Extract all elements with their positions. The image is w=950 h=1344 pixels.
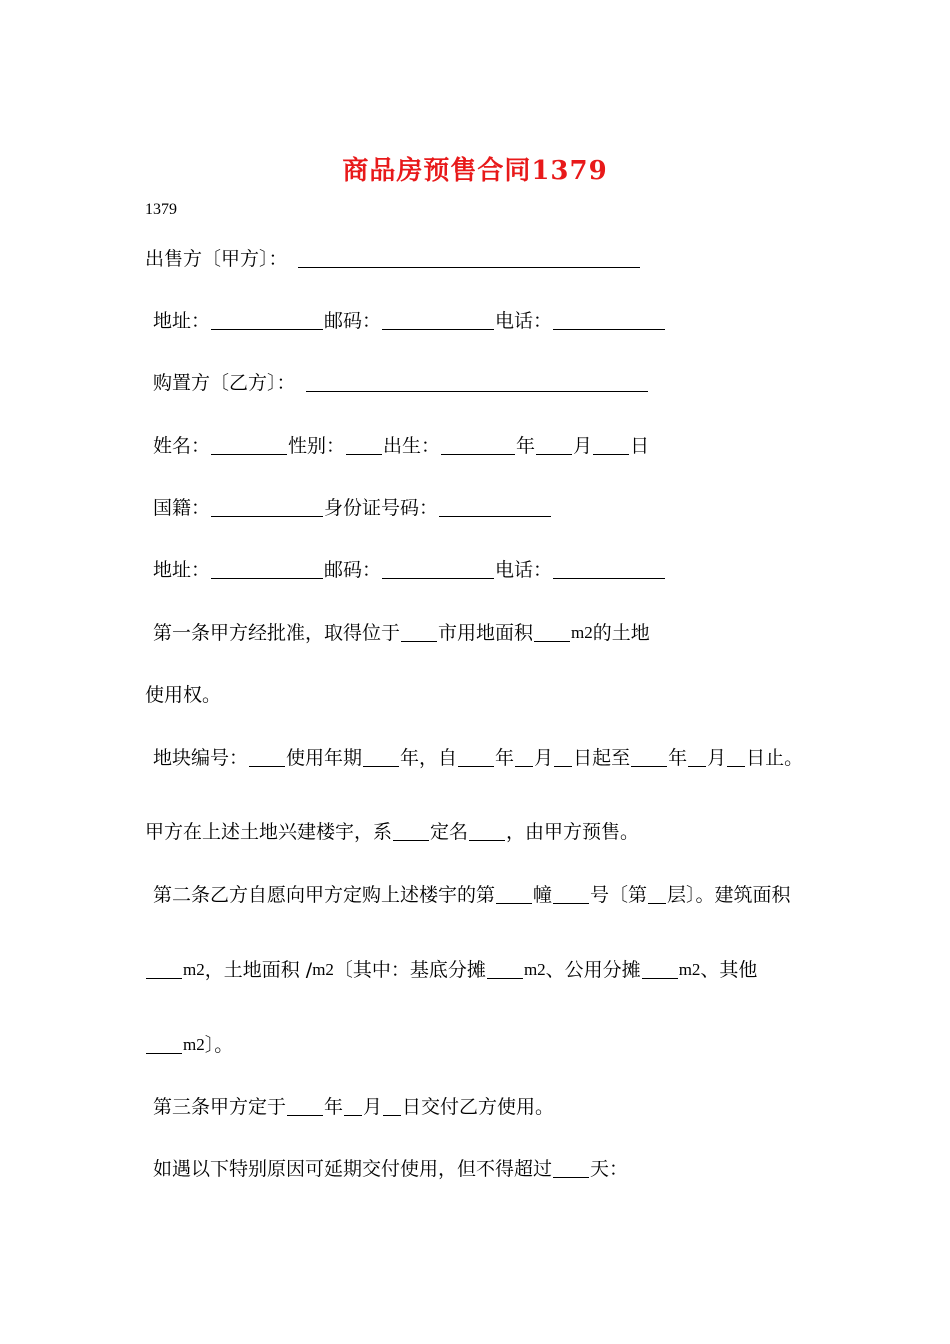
phone-label: 电话： <box>495 559 553 581</box>
from-label: 年，自 <box>400 747 458 769</box>
gender-label: 性别： <box>288 435 346 457</box>
address-label: 地址： <box>153 559 211 581</box>
delivery-year-blank[interactable] <box>287 1097 323 1116</box>
seller-line <box>145 246 641 272</box>
unit-m2: m2 <box>571 623 593 642</box>
day-label: 日 <box>630 435 650 457</box>
building-type-blank[interactable] <box>393 822 429 841</box>
buyer-address-blank[interactable] <box>211 560 323 579</box>
days-label: 天： <box>590 1158 629 1180</box>
plot-number-label: 地块编号： <box>153 747 249 769</box>
unit-m2: m2 <box>312 960 334 979</box>
public-share-label: 、公用分摊 <box>545 959 641 981</box>
other-area-blank[interactable] <box>146 1035 182 1054</box>
article-3-text: 第三条甲方定于 <box>153 1096 287 1118</box>
buyer-contact-line <box>153 557 666 583</box>
article-2-line <box>153 882 791 908</box>
unit-m2: m2 <box>678 960 701 979</box>
to-day-blank[interactable] <box>727 748 745 767</box>
nationality-blank[interactable] <box>211 498 323 517</box>
postcode-label: 邮码： <box>324 310 382 332</box>
plot-number-blank[interactable] <box>249 748 285 767</box>
block-label: 幢 <box>533 884 553 906</box>
gender-blank[interactable] <box>346 436 382 455</box>
article-2-areas <box>145 957 757 983</box>
birth-month-blank[interactable] <box>536 436 572 455</box>
unit-m2: m2 <box>183 1035 205 1054</box>
other-label: 、其他 <box>700 959 758 981</box>
seller-name-blank[interactable] <box>298 249 640 268</box>
term-years-blank[interactable] <box>363 748 399 767</box>
month-label: 月 <box>573 435 593 457</box>
delivery-text: 日交付乙方使用。 <box>402 1096 555 1118</box>
buyer-postcode-blank[interactable] <box>382 560 494 579</box>
land-area-text: ，土地面积 / <box>204 959 313 981</box>
document-title: 商品房预售合同1379 <box>342 156 608 186</box>
month-label: 月 <box>363 1096 383 1118</box>
from-month-blank[interactable] <box>515 748 533 767</box>
phone-label: 电话： <box>495 310 553 332</box>
land-use-right-text: 使用权。 <box>145 684 222 706</box>
buyer-label: 购置方〔乙方〕： <box>153 372 296 394</box>
presale-text: ，由甲方预售。 <box>506 821 640 843</box>
address-label: 地址： <box>153 310 211 332</box>
building-name-blank[interactable] <box>469 822 505 841</box>
delay-text: 如遇以下特别原因可延期交付使用，但不得超过 <box>153 1158 553 1180</box>
delivery-month-blank[interactable] <box>344 1097 362 1116</box>
month-label: 月 <box>534 747 554 769</box>
article-3-line <box>153 1094 554 1120</box>
buyer-info-line <box>153 433 649 459</box>
seller-phone-blank[interactable] <box>553 311 665 330</box>
from-day-blank[interactable] <box>554 748 572 767</box>
id-number-blank[interactable] <box>439 498 551 517</box>
article-2-text: 第二条乙方自愿向甲方定购上述楼宇的第 <box>153 884 496 906</box>
birth-day-blank[interactable] <box>593 436 629 455</box>
birth-label: 出生： <box>383 435 441 457</box>
until-label: 日起至 <box>573 747 631 769</box>
name-blank[interactable] <box>211 436 287 455</box>
land-area-blank[interactable] <box>534 623 570 642</box>
id-number-label: 身份证号码： <box>324 497 439 519</box>
article-1-tail: 的土地 <box>592 622 650 644</box>
term-label: 使用年期 <box>286 747 363 769</box>
floor-label: 号〔第 <box>590 884 648 906</box>
public-share-blank[interactable] <box>642 960 678 979</box>
seller-contact-line <box>153 308 666 334</box>
buyer-name-blank[interactable] <box>306 373 648 392</box>
from-year-blank[interactable] <box>458 748 494 767</box>
postcode-label: 邮码： <box>324 559 382 581</box>
seller-address-blank[interactable] <box>211 311 323 330</box>
article-1-continued <box>145 682 221 708</box>
closing-bracket: 〕。 <box>204 1034 234 1056</box>
delay-days-blank[interactable] <box>553 1159 589 1178</box>
building-area-blank[interactable] <box>146 960 182 979</box>
base-share-blank[interactable] <box>487 960 523 979</box>
year-label: 年 <box>516 435 536 457</box>
birth-year-blank[interactable] <box>441 436 515 455</box>
nationality-label: 国籍： <box>153 497 211 519</box>
article-1-line <box>153 620 650 646</box>
to-month-blank[interactable] <box>688 748 706 767</box>
buyer-phone-blank[interactable] <box>553 560 665 579</box>
named-label: 定名 <box>430 821 469 843</box>
name-label: 姓名： <box>153 435 211 457</box>
seller-postcode-blank[interactable] <box>382 311 494 330</box>
seller-label: 出售方〔甲方〕： <box>145 248 288 270</box>
floor-blank[interactable] <box>648 885 666 904</box>
unit-m2: m2 <box>523 960 546 979</box>
year-label: 年 <box>324 1096 344 1118</box>
unit-no-blank[interactable] <box>553 885 589 904</box>
building-no-blank[interactable] <box>496 885 532 904</box>
to-year-blank[interactable] <box>631 748 667 767</box>
building-line <box>145 819 639 845</box>
building-text: 甲方在上述土地兴建楼宇，系 <box>145 821 393 843</box>
buyer-line <box>153 370 649 396</box>
building-area-label: 层〕。建筑面积 <box>667 884 791 906</box>
article-1-text: 第一条甲方经批准，取得位于 <box>153 622 401 644</box>
document-number: 1379 <box>145 201 177 218</box>
unit-m2: m2 <box>183 960 205 979</box>
year-label: 年 <box>668 747 688 769</box>
delivery-day-blank[interactable] <box>383 1097 401 1116</box>
land-area-label: 市用地面积 <box>438 622 534 644</box>
plot-line <box>153 745 803 771</box>
month-label: 月 <box>707 747 727 769</box>
city-blank[interactable] <box>401 623 437 642</box>
buyer-id-line <box>153 495 552 521</box>
end-label: 日止。 <box>746 747 804 769</box>
delay-line <box>153 1156 628 1182</box>
article-2-other <box>145 1032 233 1058</box>
year-label: 年 <box>495 747 515 769</box>
base-share-label: 〔其中：基底分摊 <box>333 959 486 981</box>
